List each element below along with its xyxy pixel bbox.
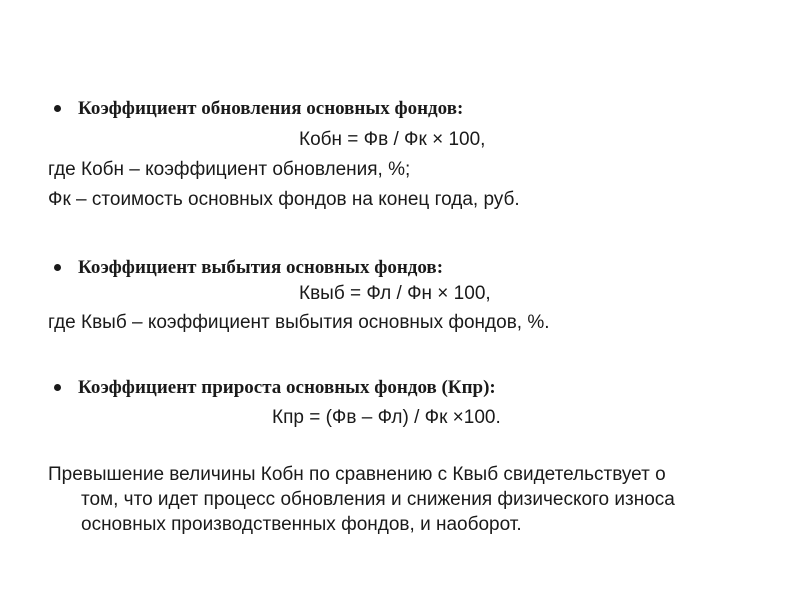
formula-growth: Кпр = (Фв – Фл) / Фк ×100.: [272, 407, 501, 428]
bullet-icon: [54, 384, 61, 391]
definition-renewal-coef: где Кобн – коэффициент обновления, %;: [48, 159, 411, 180]
conclusion-line: основных производственных фондов, и наоборот.: [81, 514, 522, 535]
section-heading-growth: Коэффициент прироста основных фондов (Кпр):: [78, 377, 496, 398]
section-heading-renewal: Коэффициент обновления основных фондов:: [78, 98, 464, 119]
definition-retirement-coef: где Квыб – коэффициент выбытия основных фондов, %.: [48, 312, 550, 333]
definition-end-year-value: Фк – стоимость основных фондов на конец года, руб.: [48, 189, 520, 210]
conclusion-line: том, что идет процесс обновления и снижения физического износа: [81, 489, 675, 510]
formula-renewal: Кобн = Фв / Фк × 100,: [299, 129, 486, 150]
bullet-icon: [54, 105, 61, 112]
conclusion-paragraph: [48, 462, 788, 537]
bullet-icon: [54, 264, 61, 271]
section-heading-retirement: Коэффициент выбытия основных фондов:: [78, 257, 444, 278]
formula-retirement: Квыб = Фл / Фн × 100,: [299, 283, 491, 304]
conclusion-line: Превышение величины Кобн по сравнению с Квыб свидетельствует о: [48, 464, 666, 485]
